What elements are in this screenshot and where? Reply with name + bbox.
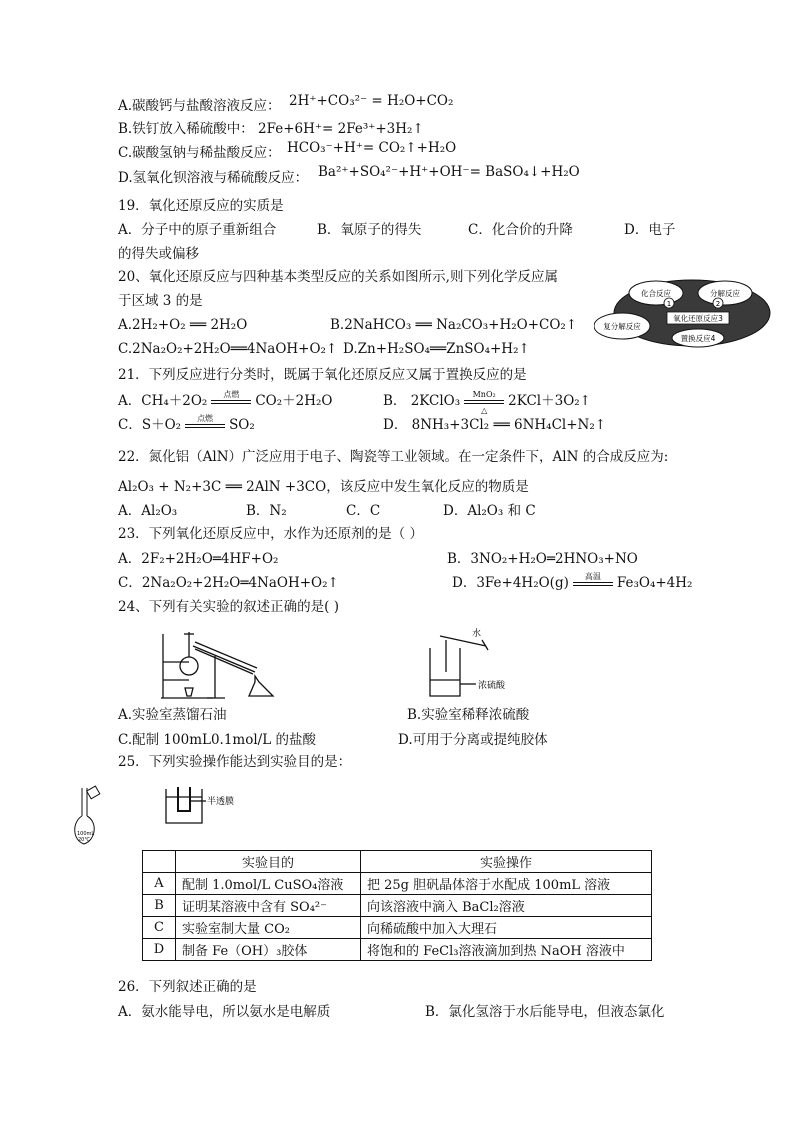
q18-option-c-label: C.碳酸氢钠与稀盐酸反应：	[118, 145, 281, 161]
table-cell: D	[143, 939, 176, 961]
q26-option-b: B．氯化氢溶于水后能导电，但液态氯化	[425, 1004, 665, 1020]
volumetric-flask-figure	[72, 780, 110, 848]
q18-option-d-label: D.氢氧化钡溶液与稀硫酸反应：	[118, 170, 309, 186]
table-row	[143, 873, 652, 895]
q19-option-c: C．化合价的升降	[468, 222, 573, 238]
q22-equation: Al₂O₃ + N₂+3C ══ 2AlN +3CO，该反应中发生氧化反应的物质是	[118, 479, 529, 495]
experiment-table	[142, 850, 652, 961]
reaction-arrow	[464, 389, 504, 415]
region-2-number: 2	[715, 300, 721, 308]
q23-d-reactants: D．3Fe+4H₂O(g)	[452, 575, 569, 591]
q21-b-reactants: B． 2KClO₃	[383, 393, 461, 409]
q24-option-a: A.实验室蒸馏石油	[118, 707, 227, 723]
q21-option-c	[118, 413, 255, 434]
q23-option-a: A．2F₂+2H₂O═4HF+O₂	[118, 551, 279, 567]
table-cell: 向稀硫酸中加入大理石	[361, 917, 652, 939]
q19-option-b: B．氧原子的得失	[317, 222, 422, 238]
q23-stem: 23．下列氧化还原反应中，水作为还原剂的是（ ）	[118, 526, 423, 542]
q21-a-reactants: A．CH₄＋2O₂	[118, 393, 208, 409]
q24-option-d: D.可用于分离或提纯胶体	[398, 732, 548, 748]
table-cell: 向该溶液中滴入 BaCl₂溶液	[361, 895, 652, 917]
q22-option-c: C．C	[346, 503, 381, 519]
q24-option-b: B.实验室稀释浓硫酸	[407, 707, 530, 723]
q26-option-a: A．氨水能导电，所以氨水是电解质	[118, 1004, 331, 1020]
q18-option-b-label: B.铁钉放入稀硫酸中：	[118, 121, 254, 137]
q22-stem: 22．氮化铝（AlN）广泛应用于电子、陶瓷等工业领域。在一定条件下，AlN 的合成反应为:	[118, 449, 669, 465]
reaction-arrow	[185, 413, 225, 433]
table-row	[143, 895, 652, 917]
q22-option-a: A．Al₂O₃	[118, 503, 178, 519]
q23-option-b: B．3NO₂+H₂O═2HNO₃+NO	[447, 551, 638, 567]
q26-stem: 26．下列叙述正确的是	[118, 979, 257, 995]
semipermeable-membrane-label: 半透膜	[207, 797, 235, 807]
q23-d-products: Fe₃O₄+4H₂	[616, 575, 693, 591]
q19-option-d-continued: 的得失或偏移	[118, 246, 199, 262]
q21-option-b	[383, 389, 591, 415]
label-double-decomposition: 复分解反应	[603, 322, 641, 331]
q20-option-a: A.2H₂+O₂ ══ 2H₂O	[118, 317, 248, 333]
label-displacement: 置换反应4	[680, 334, 716, 343]
table-row	[143, 939, 652, 961]
q23-option-d	[452, 571, 693, 592]
q21-c-condition: 点燃	[197, 413, 214, 423]
q18-option-d-equation: Ba²⁺+SO₄²⁻+H⁺+OH⁻= BaSO₄↓+H₂O	[318, 164, 580, 180]
table-row	[143, 917, 652, 939]
table-cell: 实验室制大量 CO₂	[176, 917, 361, 939]
q18-option-a-label: A.碳酸钙与盐酸溶液反应：	[118, 98, 281, 114]
water-label: 水	[472, 629, 482, 639]
q21-stem: 21．下列反应进行分类时，既属于氧化还原反应又属于置换反应的是	[118, 367, 527, 383]
q23-option-c: C．2Na₂O₂+2H₂O═4NaOH+O₂↑	[118, 575, 339, 591]
table-cell: 证明某溶液中含有 SO₄²⁻	[176, 895, 361, 917]
table-cell: 将饱和的 FeCl₃溶液滴加到热 NaOH 溶液中	[361, 939, 652, 961]
table-header	[143, 851, 176, 873]
region-1-number: 1	[666, 300, 672, 308]
table-header: 实验操作	[361, 851, 652, 873]
concentrated-acid-label: 浓硫酸	[478, 681, 506, 691]
q20-option-b: B.2NaHCO₃ ══ Na₂CO₃+H₂O+CO₂↑	[330, 317, 578, 333]
q21-b-catalyst: MnO₂	[472, 389, 496, 399]
reaction-type-diagram	[594, 276, 772, 348]
q20-option-c: C.2Na₂O₂+2H₂O══4NaOH+O₂↑	[118, 341, 338, 357]
distillation-apparatus-figure	[155, 626, 280, 704]
q25-stem: 25．下列实验操作能达到实验目的是：	[118, 754, 352, 770]
q21-option-a	[118, 389, 333, 410]
flask-temperature-label: 20℃	[78, 837, 90, 843]
q21-b-heat: △	[481, 405, 488, 415]
q19-option-a: A．分子中的原子重新组合	[118, 222, 277, 238]
q24-stem: 24、下列有关实验的叙述正确的是( )	[118, 599, 340, 615]
table-header-row	[143, 851, 652, 873]
q18-option-a-equation: 2H⁺+CO₃²⁻ = H₂O+CO₂	[289, 93, 454, 109]
label-decomposition: 分解反应	[710, 289, 740, 298]
q21-a-products: CO₂＋2H₂O	[255, 393, 333, 409]
q18-option-c-equation: HCO₃⁻+H⁺= CO₂↑+H₂O	[287, 140, 457, 156]
reaction-arrow	[211, 389, 251, 409]
table-cell: 把 25g 胆矾晶体溶于水配成 100mL 溶液	[361, 873, 652, 895]
q21-c-products: SO₂	[229, 417, 255, 433]
q20-option-d: D.Zn+H₂SO₄══ZnSO₄+H₂↑	[343, 341, 530, 357]
q20-stem-line1: 20、氧化还原反应与四种基本类型反应的关系如图所示,则下列化学反应属	[118, 269, 558, 285]
q23-d-condition: 高温	[584, 571, 601, 581]
q24-option-c: C.配制 100mL0.1mol/L 的盐酸	[118, 732, 316, 748]
reaction-arrow	[573, 571, 613, 591]
q22-option-d: D．Al₂O₃ 和 C	[443, 503, 536, 519]
dialysis-apparatus-figure	[160, 783, 250, 825]
table-cell: B	[143, 895, 176, 917]
dilution-apparatus-figure	[426, 628, 526, 700]
label-combination: 化合反应	[641, 289, 671, 298]
q19-stem: 19．氧化还原反应的实质是	[118, 198, 284, 214]
label-redox: 氧化还原反应3	[673, 314, 723, 323]
q21-b-products: 2KCl＋3O₂↑	[508, 393, 591, 409]
q22-option-b: B．N₂	[246, 503, 287, 519]
table-cell: 配制 1.0mol/L CuSO₄溶液	[176, 873, 361, 895]
q18-option-b-equation: 2Fe+6H⁺= 2Fe³⁺+3H₂↑	[258, 121, 424, 137]
flask-volume-label: 100mL	[77, 831, 95, 837]
q19-option-d: D．电子	[624, 222, 676, 238]
q20-stem-line2: 于区域 3 的是	[118, 293, 203, 309]
q21-c-reactants: C．S＋O₂	[118, 417, 182, 433]
q21-a-condition: 点燃	[223, 389, 240, 399]
table-cell: 制备 Fe（OH）₃胶体	[176, 939, 361, 961]
table-header: 实验目的	[176, 851, 361, 873]
q21-option-d: D． 8NH₃+3Cl₂ ══ 6NH₄Cl+N₂↑	[383, 417, 607, 433]
table-cell: A	[143, 873, 176, 895]
table-cell: C	[143, 917, 176, 939]
